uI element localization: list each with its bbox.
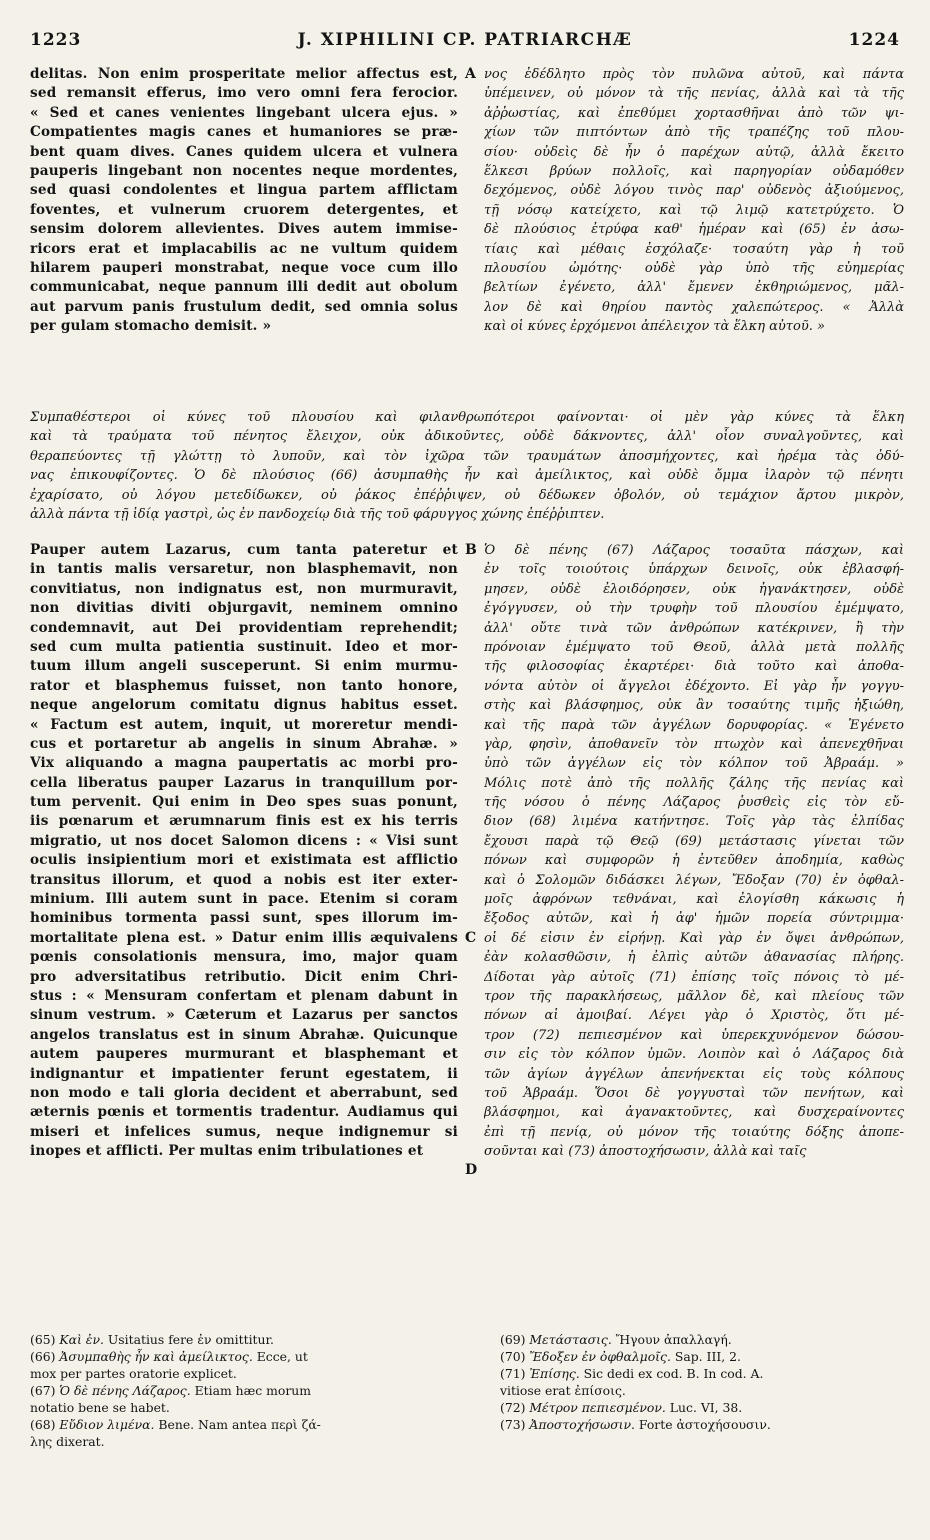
greek-text-line: νας ἐπικουφίζοντες. Ὁ δὲ πλούσιος (66) ἀσυμπαθὴς ἦν καὶ ἀμείλικτος, καὶ οὐδὲ ὄμμα ἱλαρὸν τῷ πένητι [30, 468, 904, 484]
latin-text-line: ricors erat et implacabilis ac ne vultum quidem [30, 240, 458, 257]
greek-column-top [484, 65, 904, 336]
greek-text-line: Μόλις ποτὲ ἀπὸ τῆς πολλῆς ζάλης τῆς πενίας καὶ [484, 775, 904, 791]
latin-text-line: cella liberatus pauper Lazarus in tranquillum por- [30, 774, 458, 791]
greek-text-line: μησεν, οὐδὲ ἐλοιδόρησεν, οὐκ ἠγανάκτησεν, οὐδὲ [484, 581, 904, 597]
footnotes-right [500, 1331, 904, 1433]
footnote-lemma: Ἐπίσης. [529, 1366, 584, 1381]
footnote-text: notatio bene se habet. [30, 1400, 170, 1415]
footnote-line [30, 1331, 460, 1348]
greek-text-line: βελτίων ἐγένετο, ἀλλ' ἔμενεν ἐκθηριώμενος, μᾶλ- [484, 280, 904, 296]
greek-text-line: τρον (72) πεπιεσμένον καὶ ὑπερεκχυνόμενον δώσου- [484, 1027, 904, 1043]
greek-text-line: τῇ νόσῳ κατείχετο, καὶ τῷ λιμῷ κατετρύχετο. Ὁ [484, 202, 904, 218]
greek-text-line: ἔξοδος αὐτῶν, καὶ ἡ ἀφ' ἡμῶν πορεία σύντριμμα· [484, 911, 904, 927]
greek-text-line: καὶ τῆς παρὰ τῶν ἀγγέλων δορυφορίας. « Ἐγένετο [484, 717, 904, 733]
footnote-number: (66) [30, 1349, 60, 1364]
greek-column-bottom [484, 541, 904, 1162]
greek-text-line: ἀλλ' οὔτε τινὰ τῶν ἀνθρώπων κατέκρινεν, ἢ τὴν [484, 620, 904, 636]
footnote-text: mox per partes oratorie explicet. [30, 1366, 237, 1381]
footnote-line [30, 1348, 460, 1365]
latin-text-line: migratio, ut nos docet Salomon dicens : « Visi sunt [30, 832, 458, 849]
latin-text-line: oculis insipientium mori et existimata est afflictio [30, 852, 458, 869]
latin-text-line: in tantis malis versaretur, non blasphemavit, non [30, 561, 458, 578]
greek-text-line: λον δὲ καὶ θηρίου παντὸς χαλεπώτερος. « Ἀλλὰ [484, 299, 904, 315]
greek-text-line: νος ἐδέδλητο πρὸς τὸν πυλῶνα αὐτοῦ, καὶ πάντα [484, 67, 904, 82]
latin-text-line: sed quasi condolentes et lingua partem afflictam [30, 182, 458, 199]
latin-text-line: sed remansit efferus, imo vero omni fera ferocior. [30, 85, 458, 102]
footnote-line [30, 1416, 460, 1433]
greek-text-line: Συμπαθέστεροι οἱ κύνες τοῦ πλουσίου καὶ φιλανθρωπότεροι φαίνονται· οἱ μὲν γὰρ κύνες τὰ ἕλκη [30, 410, 904, 425]
footnote-text: Sic dedi ex cod. B. In cod. A. [583, 1366, 764, 1381]
right-page-number: 1224 [848, 30, 900, 50]
footnote-number: (68) [30, 1417, 60, 1432]
footnote-lemma: Ἔδοξεν ἐν ὀφθαλμοῖς. [529, 1349, 675, 1364]
footnote-number: (72) [500, 1400, 530, 1415]
greek-text-line: τῆς φιλοσοφίας ἐκαρτέρει· διὰ τοῦτο καὶ ἀποθα- [484, 659, 904, 675]
latin-text-line: sensim dolorem allevientes. Dives autem immise- [30, 221, 458, 238]
latin-text-line: condemnavit, aut Dei providentiam reprehendit; [30, 619, 458, 636]
latin-text-line: pauperis lingebant non nocentes neque mordentes, [30, 162, 458, 179]
latin-text-line: non divitias diviti objurgavit, neminem omnino [30, 600, 458, 617]
latin-text-line: transitus illorum, et quod a nobis est iter exter- [30, 871, 458, 888]
margin-marker-a: A [465, 66, 476, 82]
footnote-number: (73) [500, 1417, 530, 1432]
latin-text-line: foventes, et vulnerum cruorem detergentes, et [30, 201, 458, 218]
greek-text-line: καὶ τὰ τραύματα τοῦ πένητος ἔλειχον, οὐκ ἀδικοῦντες, οὐδὲ δάκνοντες, ἀλλ' οἷον συναλγοῦντες, καὶ [30, 429, 904, 445]
greek-text-line: στὴς καὶ βλάσφημος, οὐκ ἂν τοσαύτης τιμῆς ἠξιώθη, [484, 698, 904, 714]
latin-text-line: bent quam dives. Canes quidem ulcera et vulnera [30, 143, 458, 160]
latin-text-line: hilarem pauperi monstrabat, neque voce cum illo [30, 259, 458, 276]
latin-text-line: tuum illum angeli susceperunt. Si enim murmu- [30, 658, 458, 675]
footnote-lemma: Ἀσυμπαθὴς ἦν καὶ ἀμείλικτος. [59, 1349, 257, 1364]
footnote-number: (69) [500, 1332, 530, 1347]
footnote-line [30, 1382, 460, 1399]
greek-text-line: πλουσίου ὠμότης· οὐδὲ γὰρ ὑπὸ τῆς εὐημερίας [484, 260, 904, 276]
greek-text-line: τοῦ Ἀβραάμ. Ὅσοι δὲ γογγυσταὶ τῶν πενήτων, καὶ [484, 1085, 904, 1101]
latin-text-line: pro adversitatibus retributio. Dicit enim Chri- [30, 968, 458, 985]
greek-text-line: δὲ πλούσιος ἐτρύφα καθ' ἡμέραν καὶ (65) ἐν ἀσω- [484, 222, 904, 238]
greek-text-line: ἐὰν κολασθῶσιν, ἡ ἐλπὶς αὐτῶν ἀθανασίας πλήρης. [484, 950, 904, 966]
footnote-line [500, 1331, 904, 1348]
greek-text-line: ἀῤῥωστίας, καὶ ἐπεθύμει χορτασθῆναι ἀπὸ τῶν ψι- [484, 105, 904, 121]
latin-text-line: Vix aliquando a magna paupertatis ac morbi pro- [30, 755, 458, 772]
latin-text-line: inopes et afflicti. Per multas enim tribulationes et [30, 1143, 424, 1160]
greek-text-line: καὶ ὁ Σολομῶν διδάσκει λέγων, Ἔδοξαν (70) ἐν ὀφθαλ- [484, 872, 904, 888]
greek-text-line: σίου· οὐδεὶς δὲ ἦν ὁ παρέχων αὐτῷ, ἀλλὰ ἔκειτο [484, 144, 904, 160]
latin-text-line: « Sed et canes venientes lingebant ulcera ejus. » [30, 104, 458, 121]
footnote-number: (71) [500, 1366, 530, 1381]
greek-text-line: τῆς νόσου ὁ πένης Λάζαρος ῥυσθεὶς εἰς τὸν εὔ- [484, 795, 904, 811]
greek-text-line: σοῦνται καὶ (73) ἀποστοχήσωσιν, ἀλλὰ καὶ ταῖς [484, 1144, 807, 1160]
greek-text-line: θεραπεύοντες τῇ γλώττῃ τὸ λυποῦν, καὶ τὸν ἰχῶρα τῶν τραυμάτων ἀποσμήχοντες, καὶ ἠρέμα τὰς ὀδύ- [30, 448, 904, 464]
latin-text-line: æternis pœnis et tormentis tradentur. Audiamus qui [30, 1104, 458, 1121]
greek-text-line: τρον τῆς παρακλήσεως, μᾶλλον δὲ, καὶ πλείους τῶν [484, 988, 904, 1004]
footnote-text: Forte ἀστοχήσουσιν. [638, 1417, 771, 1432]
greek-text-line: ἐν τοῖς τοιούτοις ὑπάρχων δεινοῖς, οὐκ ἐβλασφή- [484, 562, 904, 578]
latin-text-line: hominibus tormenta passi sunt, spes illorum im- [30, 910, 458, 927]
latin-text-line: neque angelorum comitatu dignus habitus esset. [30, 697, 458, 714]
footnote-line [30, 1399, 460, 1416]
greek-text-line: ἕλκεσι βρύων πολλοῖς, καὶ παρηγορίαν οὐδαμόθεν [484, 163, 904, 179]
footnotes-left [30, 1331, 460, 1450]
running-header [30, 30, 900, 54]
greek-text-line: ἐγόγγυσεν, οὐ τὴν τρυφὴν τοῦ πλουσίου ἐμέμψατο, [484, 601, 904, 617]
latin-text-line: miseri et infelices sumus, neque indignemur si [30, 1123, 458, 1140]
footnote-number: (65) [30, 1332, 60, 1347]
footnote-text: Bene. Nam antea περὶ ζά- [158, 1417, 321, 1432]
footnote-line [30, 1433, 460, 1450]
footnote-lemma: Ὁ δὲ πένης Λάζαρος. [59, 1383, 195, 1398]
latin-text-line: aut parvum panis frustulum dedit, sed omnia solus [30, 298, 458, 315]
footnote-number: (67) [30, 1383, 60, 1398]
footnote-line [30, 1365, 460, 1382]
greek-text-line: βλάσφημοι, καὶ ἀγανακτοῦντες, καὶ δυσχεραίνοντες [484, 1105, 904, 1121]
greek-text-line: ὑπὸ τῶν ἀγγέλων εἰς τὸν κόλπον τοῦ Ἀβραάμ. » [484, 756, 904, 772]
greek-text-line: τίαις καὶ μέθαις ἐσχόλαζε· τοσαύτη γὰρ ἡ τοῦ [484, 241, 904, 257]
greek-text-line: καὶ οἱ κύνες ἐρχόμενοι ἀπέλειχον τὰ ἕλκη αὐτοῦ. » [484, 319, 825, 335]
margin-marker-d: D [465, 1162, 478, 1178]
greek-text-line: νόντα αὐτὸν οἱ ἄγγελοι ἐδέχοντο. Εἰ γὰρ ἦν γογγυ- [484, 678, 904, 694]
footnote-text: vitiose erat ἐπίσοις. [500, 1383, 626, 1398]
greek-text-line: Ὁ δὲ πένης (67) Λάζαρος τοσαῦτα πάσχων, καὶ [484, 543, 904, 558]
greek-text-line: μοῖς ἀφρόνων τεθνάναι, καὶ ἐλογίσθη κάκωσις ἡ [484, 892, 904, 908]
greek-text-line: οἱ δέ εἰσιν ἐν εἰρήνῃ. Καὶ γὰρ ἐν ὄψει ἀνθρώπων, [484, 930, 904, 946]
greek-text-line: ἐχαρίσατο, οὐ λόγου μετεδίδωκεν, οὐ ῥάκος ἐπέῤῥιψεν, οὐ δέδωκεν ὀβολόν, οὐ τεμάχιον ἄρτου μικρὸν, [30, 487, 904, 503]
greek-text-line: ἀλλὰ πάντα τῇ ἰδίᾳ γαστρὶ, ὡς ἐν πανδοχείῳ διὰ τῆς τοῦ φάρυγγος χώνης ἐπέῤῥιπτεν. [30, 506, 605, 522]
footnote-line [500, 1399, 904, 1416]
latin-text-line: convitiatus, non indignatus est, non murmuravit, [30, 580, 458, 597]
footnote-text: Usitatius fere ἐν omittitur. [107, 1332, 274, 1347]
greek-text-line: χίων τῶν πιπτόντων ἀπὸ τῆς τραπέζης τοῦ πλου- [484, 125, 904, 141]
footnote-text: Sap. III, 2. [674, 1349, 741, 1364]
greek-text-line: σιν εἰς τὸν κόλπον ὑμῶν. Λοιπὸν καὶ ὁ Λάζαρος διὰ [484, 1047, 904, 1063]
greek-text-line: πόνων καὶ συμφορῶν ἡ ἐντεῦθεν ἀποδημία, καθὼς [484, 853, 904, 869]
footnote-lemma: Ἀποστοχήσωσιν. [529, 1417, 639, 1432]
latin-text-line: indignantur et impatienter ferunt egestatem, ii [30, 1065, 458, 1082]
greek-text-line: δεχόμενος, οὐδὲ λόγου τινὸς παρ' οὐδενὸς ἀξιούμενος, [484, 183, 904, 199]
latin-text-line: « Factum est autem, inquit, ut moreretur mendi- [30, 716, 458, 733]
latin-text-line: per gulam stomacho demisit. » [30, 318, 272, 335]
latin-text-line: delitas. Non enim prosperitate melior affectus est, [30, 66, 458, 82]
latin-text-line: sed cum multa patientia sustinuit. Ideo et mor- [30, 638, 458, 655]
footnote-text: Ecce, ut [256, 1349, 308, 1364]
footnote-lemma: Μετάστασις. [529, 1332, 616, 1347]
latin-text-line: communicabat, neque pannum illi dedit aut obolum [30, 279, 458, 296]
footnote-lemma: Καὶ ἐν. [59, 1332, 108, 1347]
latin-column-bottom [30, 541, 458, 1162]
latin-text-line: Compatientes magis canes et humaniores se præ- [30, 124, 458, 141]
latin-text-line: angelos translatus est in sinum Abrahæ. Quicunque [30, 1026, 458, 1043]
footnote-line [500, 1416, 904, 1433]
greek-text-line: γὰρ, φησὶν, ἀποθανεῖν τὸν πτωχὸν καὶ ἀπενεχθῆναι [484, 736, 904, 752]
greek-text-line: ὑπέμεινεν, οὐ μόνον τὰ τῆς πενίας, ἀλλὰ καὶ τὰ τῆς [484, 86, 904, 102]
latin-text-line: mortalitate plena est. » Datur enim illis æquivalens [30, 929, 458, 946]
footnote-number: (70) [500, 1349, 530, 1364]
greek-text-line: τῶν ἁγίων ἀγγέλων ἀπενήνεκται εἰς τοὺς κόλπους [484, 1066, 904, 1082]
latin-text-line: tum pervenit. Qui enim in Deo spes suas ponunt, [30, 794, 458, 811]
greek-text-line: πρόνοιαν ἐμέμψατο τοῦ Θεοῦ, ἀλλὰ μετὰ πολλῆς [484, 639, 904, 655]
greek-full-width-paragraph [30, 408, 904, 524]
latin-text-line: minium. Illi autem sunt in pace. Etenim si coram [30, 891, 458, 908]
running-title: J. XIPHILINI CP. PATRIARCHÆ [297, 30, 633, 50]
latin-text-line: rator et blasphemus fuisset, non tanto honore, [30, 677, 458, 694]
latin-text-line: cus et portaretur ab angelis in sinum Abrahæ. » [30, 735, 458, 752]
margin-marker-c: C [465, 930, 477, 946]
greek-text-line: Δίδοται γὰρ αὐτοῖς (71) ἐπίσης τοῖς πόνοις τὸ μέ- [484, 969, 904, 985]
footnote-text: Luc. VI, 38. [669, 1400, 743, 1415]
latin-column-top [30, 65, 458, 336]
footnote-line [500, 1348, 904, 1365]
latin-text-line: autem pauperes murmurant et blasphemant et [30, 1046, 458, 1063]
left-page-number: 1223 [30, 30, 82, 50]
greek-text-line: ἐπὶ τῇ πενίᾳ, οὐ μόνον τῆς τοιαύτης δόξης ἀποπε- [484, 1124, 904, 1140]
latin-text-line: iis pœnarum et ærumnarum finis est ex his terris [30, 813, 458, 830]
footnote-text: Ἤγουν ἀπαλλαγή. [615, 1332, 732, 1347]
footnote-line [500, 1365, 904, 1382]
latin-text-line: pœnis consolationis mensura, imo, major quam [30, 949, 458, 966]
footnote-lemma: Μέτρον πεπιεσμένον. [529, 1400, 670, 1415]
footnote-text: Etiam hæc morum [194, 1383, 312, 1398]
greek-text-line: διον (68) λιμένα κατήντησε. Τοῖς γὰρ τὰς ἐλπίδας [484, 814, 904, 830]
latin-text-line: sinum vestrum. » Cæterum et Lazarus per sanctos [30, 1007, 458, 1024]
greek-text-line: πόνων αἱ ἀμοιβαί. Λέγει γὰρ ὁ Χριστὸς, ὅτι μέ- [484, 1008, 904, 1024]
latin-text-line: Pauper autem Lazarus, cum tanta pateretur et [30, 542, 458, 558]
latin-text-line: stus : « Mensuram confertam et plenam dabunt in [30, 987, 458, 1004]
latin-text-line: non modo e tali gloria decident et aberrabunt, sed [30, 1084, 458, 1101]
footnote-line [500, 1382, 904, 1399]
margin-marker-b: B [465, 542, 477, 558]
footnote-lemma: Εὔδιον λιμένα. [59, 1417, 159, 1432]
footnote-text: λης dixerat. [30, 1434, 105, 1449]
greek-text-line: ἔχουσι παρὰ τῷ Θεῷ (69) μετάστασις γίνεται τῶν [484, 833, 904, 849]
